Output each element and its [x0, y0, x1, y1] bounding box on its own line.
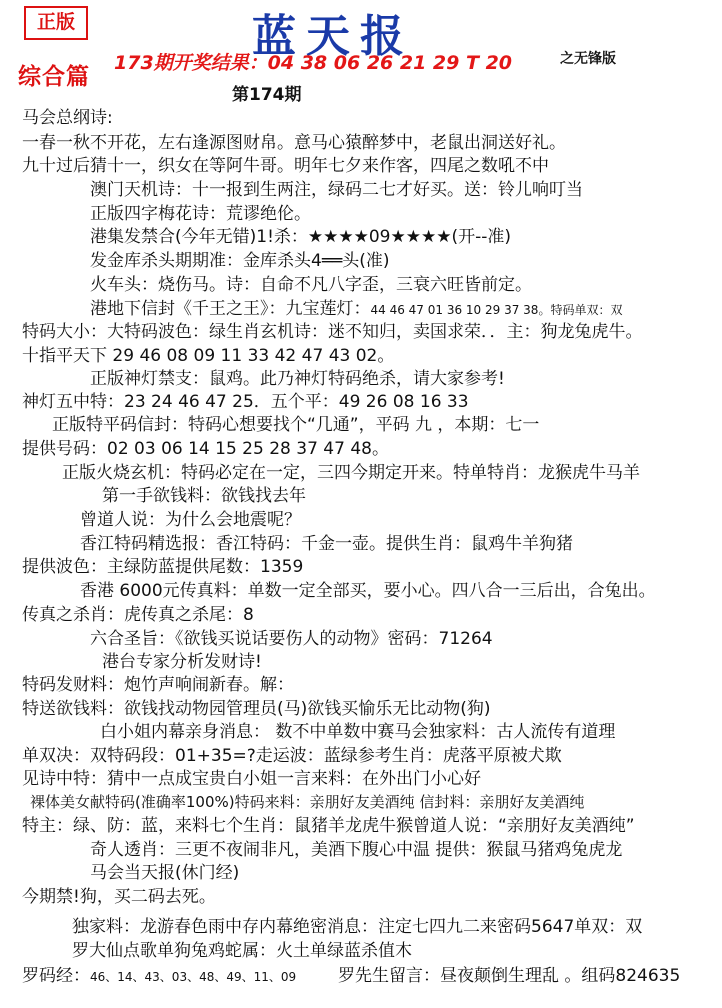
text-line: 提供号码：02 03 06 14 15 25 28 37 47 48。	[22, 439, 389, 459]
text-line: 六合圣旨：《欲钱买说话要伤人的动物》密码：71264	[90, 629, 493, 649]
text-line: 火车头：烧伤马。诗：自命不凡八字歪，三衰六旺皆前定。	[90, 275, 532, 295]
text-line: 奇人透肖：三更不夜闹非凡，美酒下腹心中温 提供：猴鼠马猪鸡兔虎龙	[90, 840, 623, 860]
issue-number: 第174期	[232, 85, 302, 105]
text-line: 香江特码精选报：香江特码：千金一壶。提供生肖：鼠鸡牛羊狗猪	[80, 534, 573, 554]
envelope-numbers: 44 46 47 01 36 10 29 37 38。特码单双：双	[370, 303, 623, 317]
text-line: 正版特平码信封：特码心想要找个“几通”，平码 九 ，本期：七一	[52, 415, 540, 435]
text-segment: 罗码经：	[22, 966, 90, 986]
text-line: 裸体美女献特码(准确率100%)特码来料：亲朋好友美酒纯 信封料：亲朋好友美酒纯	[30, 793, 585, 811]
text-line: 香港 6000元传真料：单数一定全部买，要小心。四八合一三后出，合兔出。	[80, 581, 656, 601]
text-line: 九十过后猜十一，织女在等阿牛哥。明年七夕来作客，四尾之数吼不中	[22, 156, 549, 176]
text-line: 特送欲钱料：欲钱找动物园管理员(马)欲钱买愉乐无比动物(狗)	[22, 699, 491, 719]
text-line: 今期禁!狗，买二码去死。	[22, 887, 216, 907]
text-line: 第一手欲钱料：欲钱找去年	[102, 486, 306, 506]
text-line: 提供波色：主绿防蓝提供尾数：1359	[22, 557, 304, 577]
edition-label: 之无锋版	[560, 51, 616, 67]
text-line: 特码大小：大特码波色：绿生肖玄机诗：迷不知归，卖国求荣．．主：狗龙兔虎牛。	[22, 322, 643, 342]
text-line: 马会当天报(休门经)	[90, 863, 240, 883]
text-line: 神灯五中特：23 24 46 47 25．五个平：49 26 08 16 33	[22, 392, 469, 412]
text-line: 港台专家分析发财诗!	[102, 652, 262, 672]
text-line: 独家料：龙游春色雨中存内幕绝密消息：注定七四九二来密码5647单双：双	[72, 917, 643, 937]
text-line: 港集发禁合(今年无错)1!杀：★★★★09★★★★(开--准)	[90, 227, 511, 247]
text-line: 马会总纲诗:	[22, 108, 113, 128]
text-line: 正版神灯禁支：鼠鸡。此乃神灯特码绝杀，请大家参考!	[90, 369, 505, 389]
text-line	[90, 298, 622, 321]
text-line: 正版四字梅花诗：荒谬绝伦。	[90, 204, 311, 224]
draw-result-banner: 173期开奖结果：04 38 06 26 21 29 T 20	[114, 52, 513, 74]
text-line: 见诗中特：猜中一点成宝贵白小姐一言来料：在外出门小心好	[22, 769, 481, 789]
text-line: 单双决：双特码段：01+35=?走运波：蓝绿参考生肖：虎落平原被犬欺	[22, 746, 562, 766]
section-title: 综合篇	[18, 64, 90, 90]
text-line: 罗先生留言：昼夜颠倒生理乱 。组码824635	[338, 966, 681, 986]
masthead-title: 蓝天报	[252, 11, 414, 62]
luo-code-numbers: 46、14、43、03、48、49、11、09	[90, 970, 297, 984]
text-line: 发金库杀头期期准：金库杀头4══头(准)	[90, 251, 390, 271]
edition-badge: 正版	[24, 6, 88, 40]
text-line: 特码发财料：炮竹声响闹新春。解：	[22, 675, 294, 695]
text-line: 传真之杀肖：虎传真之杀尾：8	[22, 605, 254, 625]
text-line: 曾道人说：为什么会地震呢？	[80, 510, 301, 530]
text-line: 正版火烧玄机：特码必定在一定，三四今期定开来。特单特肖：龙猴虎牛马羊	[62, 463, 640, 483]
text-line	[22, 965, 296, 988]
text-line: 澳门天机诗：十一报到生两注，绿码二七才好买。送：铃儿响叮当	[90, 180, 583, 200]
text-line: 一春一秋不开花，左右逢源图财帛。意马心猿醉梦中，老鼠出洞送好礼。	[22, 133, 566, 153]
text-segment: 港地下信封《千王之王》：九宝莲灯：	[90, 299, 371, 319]
text-line: 特主：绿、防：蓝，来料七个生肖：鼠猪羊龙虎牛猴曾道人说：“亲朋好友美酒纯”	[22, 816, 635, 836]
text-line: 罗大仙点歌单狗兔鸡蛇属：火土单绿蓝杀值木	[72, 941, 412, 961]
text-line: 白小姐内幕亲身消息： 数不中单数中赛马会独家料：古人流传有道理	[100, 722, 616, 742]
text-line: 十指平天下 29 46 08 09 11 33 42 47 43 02。	[22, 346, 395, 366]
